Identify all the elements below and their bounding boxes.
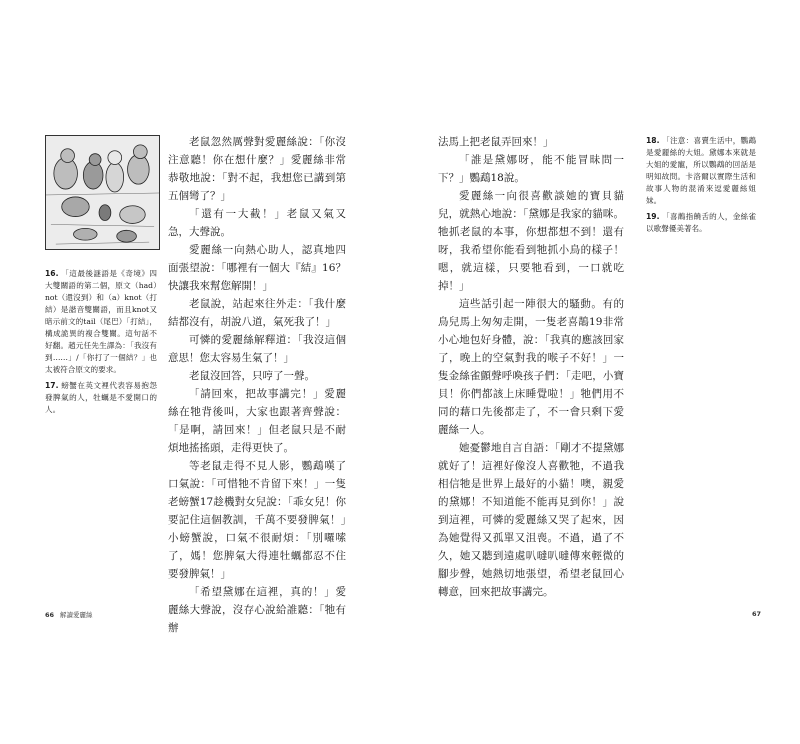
- paragraph: 「請回來，把故事講完！」愛麗絲在牠背後叫，大家也跟著齊聲說：「是啊，請回來！」但老鼠只是不耐煩地搖搖頭，走得更快了。: [168, 388, 346, 454]
- body-text-right: [438, 133, 624, 601]
- running-title: 解讀愛麗絲: [60, 611, 93, 619]
- paragraph: 老鼠忽然厲聲對愛麗絲說：「你沒注意聽！你在想什麼？」愛麗絲非常恭敬地說：「對不起，我想您已講到第五個彎了？」: [168, 136, 346, 202]
- paragraph: 老鼠沒回答，只哼了一聲。: [189, 370, 315, 382]
- footnote: 18. 「注意：喜賣生活中，鸚鵡是愛麗絲的大姐。黛娜本來就是大姐的愛寵，所以鸚鵡的回話是明知故問。卡洛爾以實際生活和故事人物的混淆來逗愛麗絲姐妹。: [646, 136, 756, 205]
- paragraph: 這些話引起一陣很大的騷動。有的鳥兒馬上匆匆走開，一隻老喜鵲19非常小心地包好身體，說：「我真的應該回家了，晚上的空氣對我的喉子不好！」一隻金絲雀顫聲呼喚孩子們：「走吧，小寶貝！你們都該上床睡覺啦！」牠們用不同的藉口先後都走了，不一會只剩下愛麗絲一人。: [438, 298, 624, 436]
- birds-and-animals-engraving-icon: [46, 136, 159, 249]
- footnote: 17. 螃蟹在英文裡代表容易抱怨發脾氣的人，牡蠣是不愛開口的人。: [45, 381, 158, 414]
- paragraph: 愛麗絲一向熱心助人，認真地四面張望說：「哪裡有一個大『結』16？快讓我來幫您解開！」: [168, 244, 346, 292]
- body-text-left: [168, 133, 346, 637]
- footnotes-left: [45, 268, 157, 420]
- footnotes-right: [646, 135, 756, 239]
- book-illustration: [45, 135, 160, 250]
- paragraph: 「希望黛娜在這裡，真的！」愛麗絲大聲說，沒存心說給誰聽：「牠有辦: [168, 586, 346, 634]
- footnote: 19. 「喜鵲指饒舌的人，金絲雀以歌聲優美著名。: [646, 212, 756, 233]
- page-footer-left: [45, 610, 93, 619]
- paragraph: 「還有一大截！」老鼠又氣又急，大聲說。: [168, 208, 346, 238]
- paragraph: 法馬上把老鼠弄回來！」: [438, 136, 554, 148]
- page-number: 66: [45, 611, 55, 619]
- paragraph: 愛麗絲一向很喜歡談她的寶貝貓兒，就熱心地說：「黛娜是我家的貓咪。牠抓老鼠的本事，你想都想不到！還有呀，我希望你能看到牠抓小鳥的樣子！嗯，就這樣，只要牠看到，一口就吃掉！」: [438, 190, 624, 292]
- paragraph: 可憐的愛麗絲解釋道：「我沒這個意思！您太容易生氣了！」: [168, 334, 346, 364]
- footnote: 16. 「這最後謎語是《奇境》四大雙關語的第二個，原文（had）not（還沒到）和（a）knot（打結）是諧音雙關語，而且knot又暗示前文的tail（尾巴）「打結」，構成詭異的複合雙關。這句話不好翻。趙元任先生譯為：「我沒有到……」/「你打了一個結？」也太被符合原文的要求。: [45, 269, 158, 374]
- paragraph: 等老鼠走得不見人影，鸚鵡嘆了口氣說：「可惜牠不肯留下來！」一隻老螃蟹17趁機對女兒說：「乖女兒！你要記住這個教訓，千萬不要發脾氣！」小螃蟹說，口氣不很耐煩：「別囉嗦了，媽！您脾氣大得連牡蠣都忍不住要發脾氣！」: [168, 460, 346, 580]
- paragraph: 她憂鬱地自言自語：「剛才不提黛娜就好了！這裡好像沒人喜歡牠，不過我相信牠是世界上最好的小貓！噢，親愛的黛娜！不知道能不能再見到你！」說到這裡，可憐的愛麗絲又哭了起來，因為她覺得又孤單又沮喪。不過，過了不久，她又聽到遠處叭噠叭噠傳來輕微的腳步聲，她熱切地張望，希望老鼠回心轉意，回來把故事講完。: [438, 442, 624, 598]
- page-number-right: 67: [752, 610, 762, 618]
- paragraph: 「誰是黛娜呀，能不能冒昧問一下？」鸚鵡18說。: [438, 154, 624, 184]
- paragraph: 老鼠說，站起來往外走：「我什麼結都沒有，胡說八道，氣死我了！」: [168, 298, 346, 328]
